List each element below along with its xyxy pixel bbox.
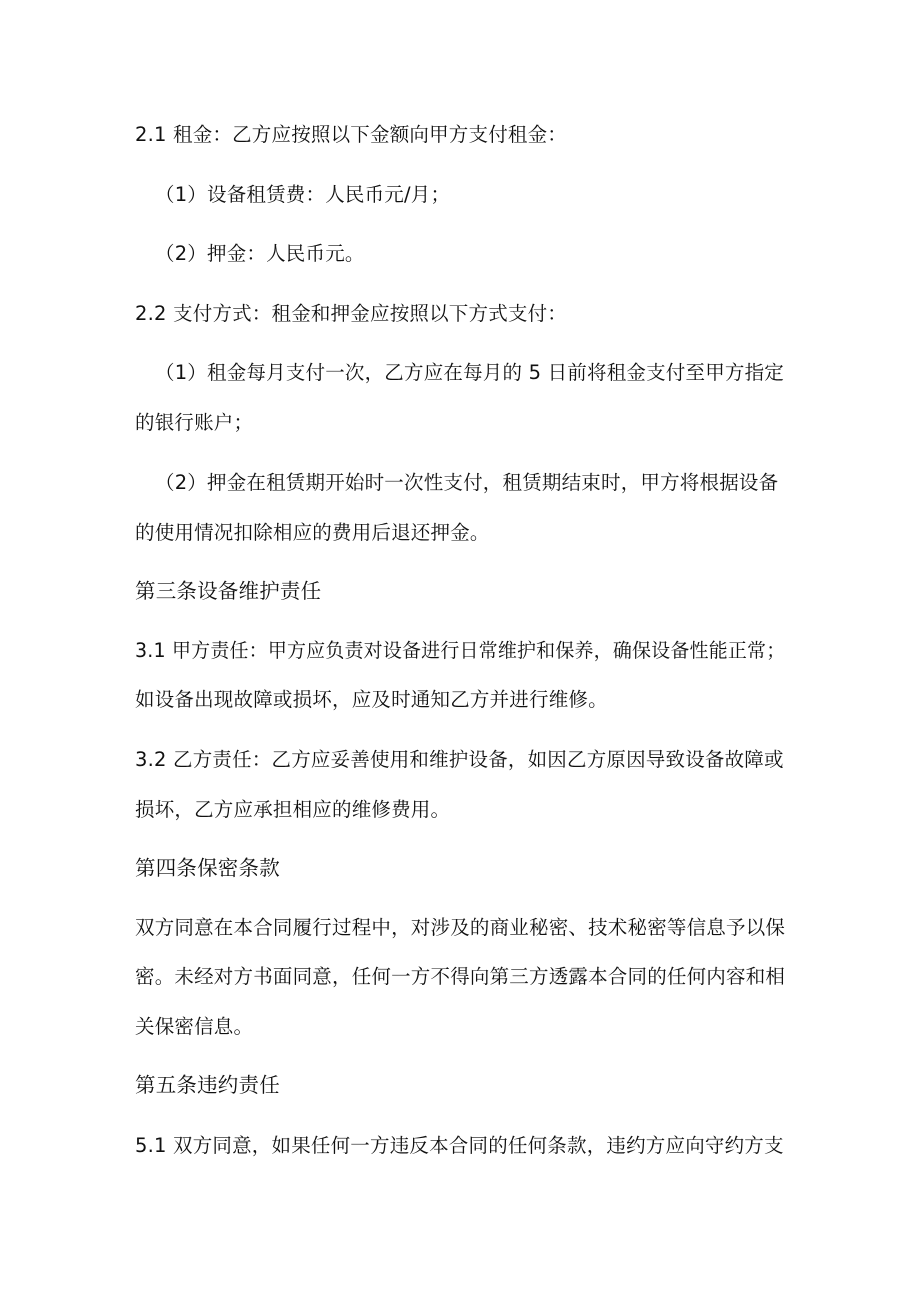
article-4-body-line-1: 双方同意在本合同履行过程中，对涉及的商业秘密、技术秘密等信息予以保 bbox=[135, 916, 786, 939]
article-4-body-line-2: 密。未经对方书面同意，任何一方不得向第三方透露本合同的任何内容和相 bbox=[135, 965, 786, 988]
clause-2-2-item-1-line-2: 的银行账户； bbox=[135, 411, 254, 434]
clause-2-1: 2.1 租金：乙方应按照以下金额向甲方支付租金： bbox=[135, 123, 568, 146]
article-5-heading: 第五条违约责任 bbox=[135, 1073, 280, 1097]
clause-3-2-line-2: 损坏，乙方应承担相应的维修费用。 bbox=[135, 798, 451, 821]
article-4-heading: 第四条保密条款 bbox=[135, 856, 280, 880]
clause-2-2-item-1-line-1: （1）租金每月支付一次，乙方应在每月的 5 日前将租金支付至甲方指定 bbox=[155, 361, 785, 384]
clause-2-1-item-1: （1）设备租赁费：人民币元/月； bbox=[155, 183, 451, 206]
clause-3-1-line-2: 如设备出现故障或损坏，应及时通知乙方并进行维修。 bbox=[135, 688, 608, 711]
clause-3-2-line-1: 3.2 乙方责任：乙方应妥善使用和维护设备，如因乙方原因导致设备故障或 bbox=[135, 748, 784, 771]
article-3-heading: 第三条设备维护责任 bbox=[135, 579, 322, 603]
clause-2-2-item-2-line-1: （2）押金在租赁期开始时一次性支付，租赁期结束时，甲方将根据设备 bbox=[155, 471, 779, 494]
clause-3-1-line-1: 3.1 甲方责任：甲方应负责对设备进行日常维护和保养，确保设备性能正常； bbox=[135, 639, 786, 662]
clause-5-1: 5.1 双方同意，如果任何一方违反本合同的任何条款，违约方应向守约方支 bbox=[135, 1134, 784, 1157]
clause-2-2: 2.2 支付方式：租金和押金应按照以下方式支付： bbox=[135, 302, 568, 325]
article-4-body-line-3: 关保密信息。 bbox=[135, 1015, 254, 1038]
clause-2-1-item-2: （2）押金：人民币元。 bbox=[155, 242, 365, 265]
clause-2-2-item-2-line-2: 的使用情况扣除相应的费用后退还押金。 bbox=[135, 521, 490, 544]
